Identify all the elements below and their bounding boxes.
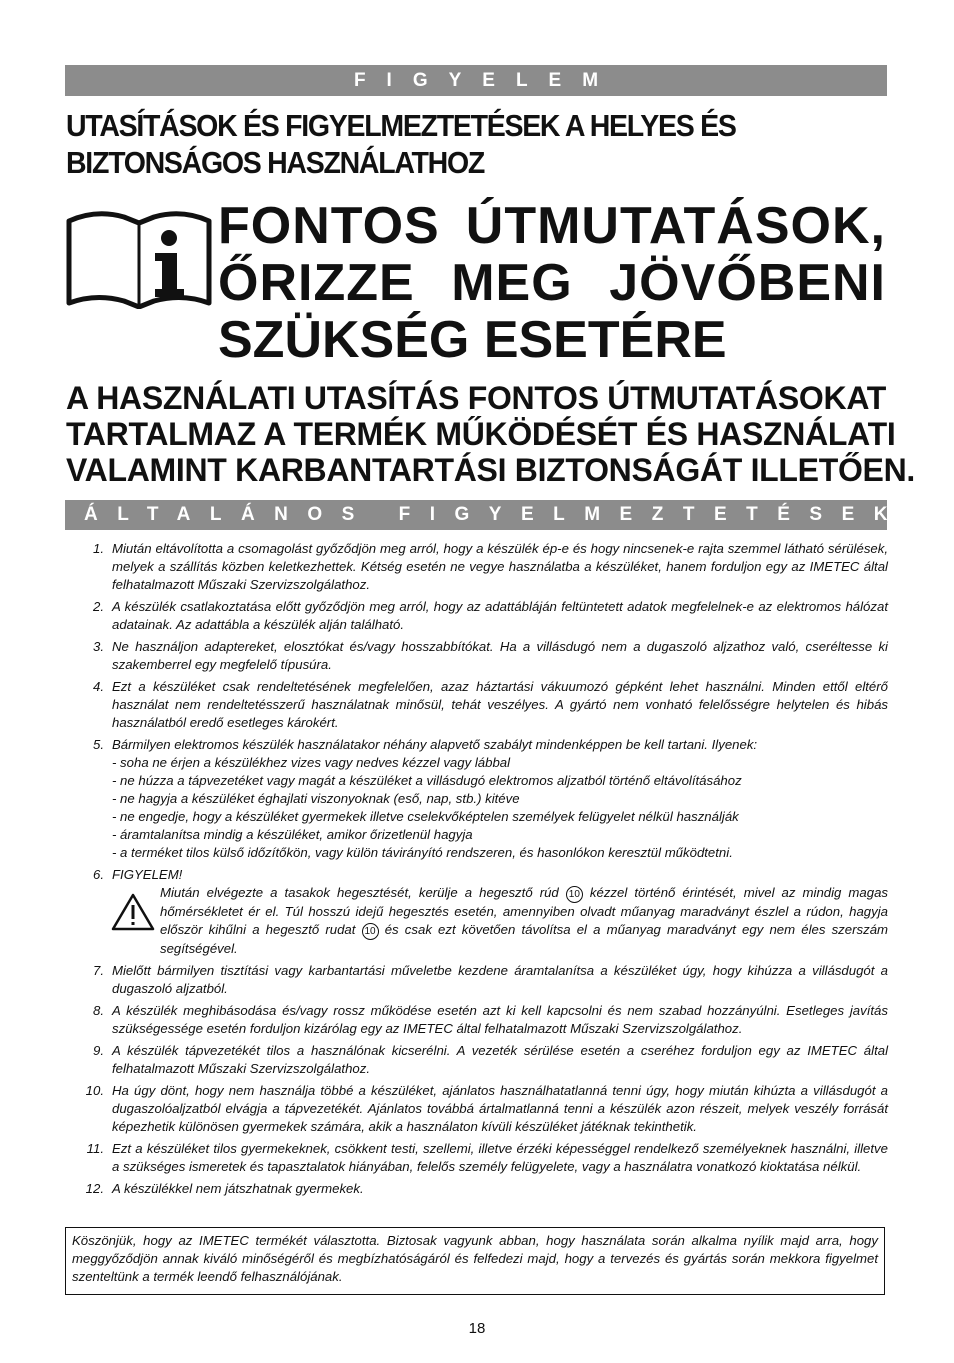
item-text: Ne használjon adaptereket, elosztókat és/vagy hosszabbítókat. Ha a villásdugó nem a dugaszoló aljzathoz való, cseréltesse ki szakemberrel egy megfelelő típusúra. xyxy=(112,639,888,672)
list-item xyxy=(66,678,888,732)
welding-warning xyxy=(66,884,888,958)
list-item xyxy=(66,1042,888,1078)
important-title-line-2: ŐRIZZE MEG JÖVŐBENI xyxy=(218,254,886,312)
general-warnings-bar: ÁLTALÁNOS FIGYELMEZTETÉSEK xyxy=(65,500,887,530)
list-item xyxy=(66,1002,888,1038)
item-text: Mielőtt bármilyen tisztítási vagy karbantartási műveletbe kezdene áramtalanítsa a készüléket úgy, hogy kihúzza a villásdugót a dugaszoló aljzatból. xyxy=(112,963,888,996)
item-number: 2. xyxy=(93,599,104,614)
part-ref-10: 10 xyxy=(362,923,379,940)
warning-text-part-2: kézzel történő érintését, mivel az mindig magas hőmérsékletet ér el. Túl hosszú idejű hegesztés esetén, amennyiben olvadt műanyag maradványt észlel a rúdon, hagyja először kihűlni a hegesztő rudat xyxy=(160,885,889,937)
item-number: 3. xyxy=(93,639,104,654)
item-text: Bármilyen elektromos készülék használatakor néhány alapvető szabályt mindenképpen be kell tartani. Ilyenek: xyxy=(112,737,758,752)
item-number: 10. xyxy=(85,1083,104,1098)
item-text: A készülékkel nem játszhatnak gyermekek. xyxy=(112,1181,364,1196)
item-text: Miután eltávolította a csomagolást győződjön meg arról, hogy a készülék ép-e és hogy nincsenek-e rajta szemmel látható sérülések, melyek a szállítás közben keletkezhettek. Kétség esetén ne vegye használatba a készüléket, hanem forduljon egy az IMETEC által felhatalmazott Műszaki Szervizszolgálathoz. xyxy=(112,541,888,592)
item-text: FIGYELEM! xyxy=(112,867,183,882)
list-item xyxy=(66,598,888,634)
lead-line-3: VALAMINT KARBANTARTÁSI BIZTONSÁGÁT ILLETŐEN. xyxy=(66,452,915,488)
sub-item: - ne húzza a tápvezetéket vagy magát a készüléket a villásdugó elektromos aljzatból történő eltávolításához xyxy=(112,773,742,788)
item-number: 4. xyxy=(93,679,104,694)
sub-item: - a terméket tilos külső időzítőkön, vagy külön távirányító rendszeren, és hasonlókon keresztül működtetni. xyxy=(112,845,733,860)
list-item xyxy=(66,1180,888,1198)
item-text: Ha úgy dönt, hogy nem használja többé a készüléket, ajánlatos használhatatlanná tenni úgy, hogy miután kihúzta a villásdugót a dugaszolóaljzatból elvágja a tápvezetékét. Ajánlatos továbbá ártalmatlanná tenni a készülék azon részeit, melyek veszély forrását képezhetik különösen gyermekek számára, akik a használaton kívüli készüléket játéknak tekinthetik. xyxy=(112,1083,888,1134)
sub-item: - ne hagyja a készüléket éghajlati viszonyoknak (eső, nap, stb.) kitéve xyxy=(112,791,520,806)
lead-line-2: TARTALMAZ A TERMÉK MŰKÖDÉSÉT ÉS HASZNÁLATI xyxy=(66,416,896,452)
thank-you-box: Köszönjük, hogy az IMETEC termékét választotta. Biztosak vagyunk abban, hogy használata során alkalma nyílik majd arra, hogy meggyőződjön annak kiváló minőségéről és megbízhatóságáról és felfedezi majd, hogy a tervezés és gyártás során mekkora figyelmet szenteltünk a termék leendő felhasználójának. xyxy=(65,1227,885,1295)
list-item xyxy=(66,962,888,998)
instructions-subtitle: UTASÍTÁSOK ÉS FIGYELMEZTETÉSEK A HELYES ÉS BIZTONSÁGOS HASZNÁLATHOZ xyxy=(66,108,736,180)
list-item xyxy=(66,638,888,674)
lead-line-1: A HASZNÁLATI UTASÍTÁS FONTOS ÚTMUTATÁSOKAT xyxy=(66,380,886,416)
page-number: 18 xyxy=(468,1320,486,1337)
warning-text-part-3: és csak ezt követően távolítsa el a műanyag maradványt egy nem éles szerszám segítségével. xyxy=(160,922,889,956)
item-number: 5. xyxy=(93,737,104,752)
important-title-line-3: SZÜKSÉG ESETÉRE xyxy=(218,311,727,369)
item-text: Ezt a készüléket csak rendeltetésének megfelelően, azaz háztartási vákuumozó gépként lehet használni. Minden ettől eltérő használat nem rendeltetésszerű használatnak minősül, tehát veszélyes. A gyártó nem vonható felelősségre helytelen és hibás használatból eredő esetleges károkért. xyxy=(112,679,888,730)
item-number: 12. xyxy=(85,1181,104,1196)
item-text: A készülék csatlakoztatása előtt győződjön meg arról, hogy az adattábláján feltüntetett adatok megfelelnek-e az elektromos hálózat adatainak. Az adattábla a készülék alján található. xyxy=(112,599,888,632)
warnings-list xyxy=(66,540,888,1202)
important-title-line-1: FONTOS ÚTMUTATÁSOK, xyxy=(218,197,886,255)
item-number: 1. xyxy=(93,541,104,556)
item-text: Ezt a készüléket tilos gyermekeknek, csökkent testi, szellemi, illetve érzéki képességgel rendelkező személyeknek használni, illetve a szükséges ismeretek és tapasztalatok hiányában, felelős személy felügyelete, vagy a használatra vonatkozó kioktatása nélkül. xyxy=(112,1141,888,1174)
sub-item: - ne engedje, hogy a készüléket gyermekek illetve cselekvőképtelen személyek felügyelet nélkül használják xyxy=(112,809,739,824)
sub-item: - soha ne érjen a készülékhez vizes vagy nedves kézzel vagy lábbal xyxy=(112,755,511,770)
item-number: 9. xyxy=(93,1043,104,1058)
important-title xyxy=(218,198,886,369)
part-ref-10: 10 xyxy=(566,886,583,903)
item-number: 8. xyxy=(93,1003,104,1018)
item-text: A készülék tápvezetékét tilos a használónak kicserélni. A vezeték sérülése esetén a cseréhez forduljon egy az IMETEC által felhatalmazott Műszaki Szervizszolgálathoz. xyxy=(112,1043,888,1076)
item-number: 7. xyxy=(93,963,104,978)
item-number: 6. xyxy=(93,867,104,882)
item-number: 11. xyxy=(86,1141,104,1156)
list-item xyxy=(66,1082,888,1136)
sub-item: - áramtalanítsa mindig a készüléket, amikor őrizetlenül hagyja xyxy=(112,827,473,842)
figyelem-header-bar: FIGYELEM xyxy=(65,65,887,96)
list-item xyxy=(66,540,888,594)
lead-paragraph xyxy=(66,380,915,488)
list-item xyxy=(66,1140,888,1176)
info-book-icon xyxy=(66,207,212,309)
warning-text-part-1: Miután elvégezte a tasakok hegesztését, kerülje a hegesztő rúd xyxy=(160,885,559,900)
list-item xyxy=(66,736,888,862)
warning-triangle-icon xyxy=(110,892,156,932)
item-text: A készülék meghibásodása és/vagy rossz működése esetén azt ki kell kapcsolni és nem szabad hozzányúlni. Esetleges javítás szükségessége esetén forduljon kizárólag egy az IMETEC által felhatalmazott Műszaki Szervizszolgálathoz. xyxy=(112,1003,888,1036)
list-item xyxy=(66,866,888,884)
